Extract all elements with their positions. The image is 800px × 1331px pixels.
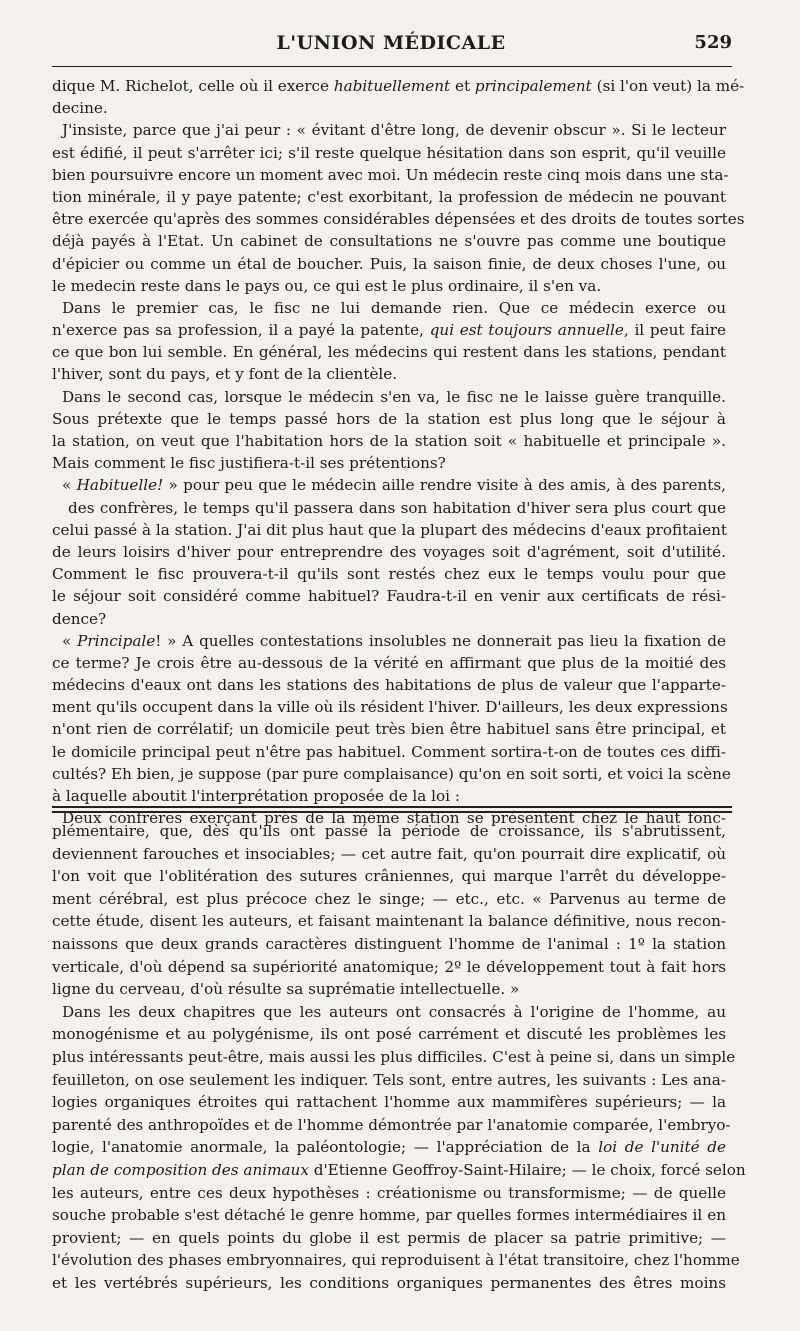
text-line (52, 1159, 746, 1182)
text-line (52, 474, 726, 496)
text-line (52, 910, 726, 933)
text-line (52, 1204, 726, 1227)
text-span: n'ont rien de corrélatif; un domicile peut très bien être habituel sans être principal, et (52, 720, 726, 739)
text-span: verticale, d'où dépend sa supériorité anatomique; 2º le développement tout à fait hors (52, 957, 726, 976)
text-span: être exercée qu'après des sommes considérables dépensées et des droits de toutes sortes (52, 210, 745, 229)
italic-text: principalement (474, 77, 592, 95)
text-span: et (450, 77, 475, 95)
text-line (52, 763, 731, 785)
text-span: dique M. Richelot, celle où il exerce (52, 77, 334, 95)
text-span: ment qu'ils occupent dans la ville où ils résident l'hiver. D'ailleurs, les deux expressions (52, 698, 728, 717)
text-span: feuilleton, on ose seulement les indiquer. Tels sont, entre autres, les suivants : Les ana- (52, 1070, 726, 1089)
text-line (52, 1046, 736, 1069)
page-number: 529 (694, 32, 732, 53)
text-line (52, 341, 726, 363)
text-line (52, 608, 726, 630)
text-line (52, 1114, 731, 1137)
text-line (52, 142, 726, 164)
text-span: monogénisme et au polygénisme, ils ont posé carrément et discuté les problèmes les (52, 1025, 726, 1044)
text-line (52, 75, 745, 97)
text-line (52, 1001, 726, 1024)
text-span: n'exerce pas sa profession, il a payé la patente, (52, 321, 430, 340)
text-span: ce terme? Je crois être au-dessous de la vérité en affirmant que plus de la moitié des (52, 653, 726, 672)
italic-text: plan de composition des animaux (52, 1160, 309, 1179)
italic-text: loi de l'unité de (598, 1138, 726, 1157)
main-article-text (52, 75, 745, 829)
text-span: , il peut faire (623, 321, 726, 340)
text-span: le medecin reste dans le pays ou, ce qui est le plus ordinaire, il s'en va. (52, 276, 602, 295)
text-span: Sous prétexte que le temps passé hors de la station est plus long que le séjour à (52, 409, 726, 428)
text-span: provient; — en quels points du globe il est permis de placer sa patrie primitive; — (52, 1228, 726, 1247)
text-line (52, 275, 726, 297)
text-line (52, 164, 729, 186)
text-line (52, 208, 745, 230)
text-line (52, 585, 726, 607)
text-span: cultés? Eh bien, je suppose (par pure complaisance) qu'on en soit sorti, et voici la scène (52, 764, 731, 783)
text-line (52, 386, 726, 408)
text-line (52, 1272, 726, 1295)
text-line (52, 865, 726, 888)
text-span: tion minérale, il y paye patente; c'est exorbitant, la profession de médecin ne pouvant (52, 187, 726, 206)
header-rule (52, 66, 732, 67)
text-span: la station, on veut que l'habitation hors de la station soit « habituelle et principale ». (52, 432, 726, 450)
text-line (52, 652, 726, 674)
text-span: (si l'on veut) la mé- (591, 77, 745, 95)
text-span: Dans le premier cas, le fisc ne lui demande rien. Que ce médecin exerce ou (62, 298, 726, 317)
text-line (52, 1227, 726, 1250)
text-line (52, 696, 726, 718)
text-span: decine. (52, 99, 108, 118)
text-line (52, 741, 726, 763)
text-span: « (62, 476, 77, 495)
text-line (52, 1136, 726, 1159)
journal-title: L'UNION MÉDICALE (276, 32, 506, 54)
text-span: médecins d'eaux ont dans les stations des habitations de plus de valeur que l'apparte- (52, 676, 726, 695)
text-span: plus intéressants peut-être, mais aussi les plus difficiles. C'est à peine si, dans un simple (52, 1047, 736, 1066)
text-span: à laquelle aboutit l'interprétation proposée de la loi : (52, 787, 460, 805)
text-span: celui passé à la station. J'ai dit plus haut que la plupart des médecins d'eaux profitaient (52, 520, 727, 539)
text-line (52, 119, 726, 141)
feuilleton-separator (52, 806, 732, 813)
text-span: ment cérébral, est plus précoce chez le singe; — etc., etc. « Parvenus au terme de (52, 889, 726, 908)
text-span: Deux confrères exerçant près de la même station se présentent chez le haut fonc- (62, 809, 726, 828)
text-line (52, 843, 726, 866)
text-span: J'insiste, parce que j'ai peur : « évitant d'être long, de devenir obscur ». Si le lecteur (62, 121, 726, 140)
text-span: deviennent farouches et insociables; — cet autre fait, qu'on pourrait dire explicatif, où (52, 844, 726, 863)
text-span: parenté des anthropoïdes et de l'homme démontrée par l'anatomie comparée, l'embryo- (52, 1115, 731, 1134)
text-span: Dans le second cas, lorsque le médecin s'en va, le fisc ne le laisse guère tranquille. (62, 387, 726, 406)
text-span: Comment le fisc prouvera-t-il qu'ils sont restés chez eux le temps voulu pour que (52, 565, 726, 584)
text-line (52, 888, 726, 911)
feuilleton-text (52, 820, 746, 1294)
text-span: de leurs loisirs d'hiver pour entreprendre des voyages soit d'agrément, soit d'utilité. (52, 542, 726, 561)
italic-text: habituellement (333, 77, 451, 95)
text-line (52, 1091, 726, 1114)
text-span: » pour peu que le médecin aille rendre visite à des amis, à des parents, (163, 476, 726, 495)
italic-text: Principale (77, 631, 156, 650)
text-span: Mais comment le fisc justifiera-t-il ses prétentions? (52, 454, 446, 473)
text-span: naissons que deux grands caractères distinguent l'homme de l'animal : 1º la station (52, 934, 726, 953)
text-span: d'épicier ou comme un étal de boucher. Puis, la saison finie, de deux choses l'une, ou (52, 254, 726, 273)
text-line (52, 230, 726, 252)
text-line (52, 186, 726, 208)
text-line (52, 978, 726, 1001)
text-span: et les vertébrés supérieurs, les conditions organiques permanentes des êtres moins (52, 1273, 726, 1292)
text-span: d'Etienne Geoffroy-Saint-Hilaire; — le choix, forcé selon (308, 1160, 746, 1179)
text-span: logies organiques étroites qui rattachent l'homme aux mammifères supérieurs; — la (52, 1093, 726, 1112)
text-line (52, 1182, 726, 1205)
text-span: « (62, 631, 78, 650)
text-span: ce que bon lui semble. En général, les médecins qui restent dans les stations, pendant (52, 343, 726, 362)
text-line (52, 820, 726, 843)
text-line (52, 1023, 726, 1046)
text-span: bien poursuivre encore un moment avec moi. Un médecin reste cinq mois dans une sta- (52, 165, 729, 184)
text-line (52, 430, 726, 452)
text-line (52, 97, 726, 119)
text-span: l'évolution des phases embryonnaires, qui reproduisent à l'état transitoire, chez l'homme (52, 1251, 740, 1270)
text-line (52, 785, 726, 807)
text-span: le domicile principal peut n'être pas habituel. Comment sortira-t-on de toutes ces diffi- (52, 742, 726, 761)
text-line (52, 956, 726, 979)
text-span: déjà payés à l'Etat. Un cabinet de consultations ne s'ouvre pas comme une boutique (52, 232, 726, 251)
italic-text: Habituelle! (76, 476, 164, 495)
text-span: l'on voit que l'oblitération des sutures crâniennes, qui marque l'arrêt du développe- (52, 867, 726, 886)
text-span: est édifié, il peut s'arrêter ici; s'il reste quelque hésitation dans son esprit, qu'il veuille (52, 143, 726, 162)
text-line (52, 674, 726, 696)
text-span: cette étude, disent les auteurs, et faisant maintenant la balance définitive, nous recon- (52, 912, 726, 931)
text-line (52, 718, 726, 740)
text-line (52, 408, 726, 430)
italic-text: qui est toujours annuelle (429, 321, 624, 340)
text-line (52, 253, 726, 275)
text-span: le séjour soit considéré comme habituel? Faudra-t-il en venir aux certificats de rési- (52, 587, 726, 606)
text-line (52, 630, 726, 652)
text-span: dence? (52, 609, 107, 628)
text-line (52, 1069, 726, 1092)
text-span: ligne du cerveau, d'où résulte sa suprématie intellectuelle. » (52, 980, 520, 999)
text-line (52, 541, 726, 563)
running-header (50, 26, 732, 60)
text-span: logie, l'anatomie anormale, la paléontologie; — l'appréciation de la (52, 1138, 599, 1157)
text-span: Dans les deux chapitres que les auteurs ont consacrés à l'origine de l'homme, au (62, 1002, 726, 1021)
text-line (52, 319, 726, 341)
text-line (52, 563, 726, 585)
text-line (52, 452, 726, 474)
text-span: l'hiver, sont du pays, et y font de la clientèle. (52, 365, 398, 384)
text-span: des confrères, le temps qu'il passera dans son habitation d'hiver sera plus court que (68, 498, 726, 517)
text-line (52, 1249, 740, 1272)
text-span: ! » A quelles contestations insolubles ne donnerait pas lieu la fixation de (155, 631, 726, 650)
text-line (52, 497, 726, 519)
text-line (52, 933, 726, 956)
text-line (52, 297, 726, 319)
text-span: plémentaire, que, dès qu'ils ont passé la période de croissance, ils s'abrutissent, (52, 822, 726, 840)
text-span: souche probable s'est détaché le genre homme, par quelles formes intermédiaires il en (52, 1206, 726, 1225)
text-span: les auteurs, entre ces deux hypothèses : créationisme ou transformisme; — de quelle (52, 1183, 726, 1202)
text-line (52, 519, 726, 541)
text-line (52, 363, 726, 385)
